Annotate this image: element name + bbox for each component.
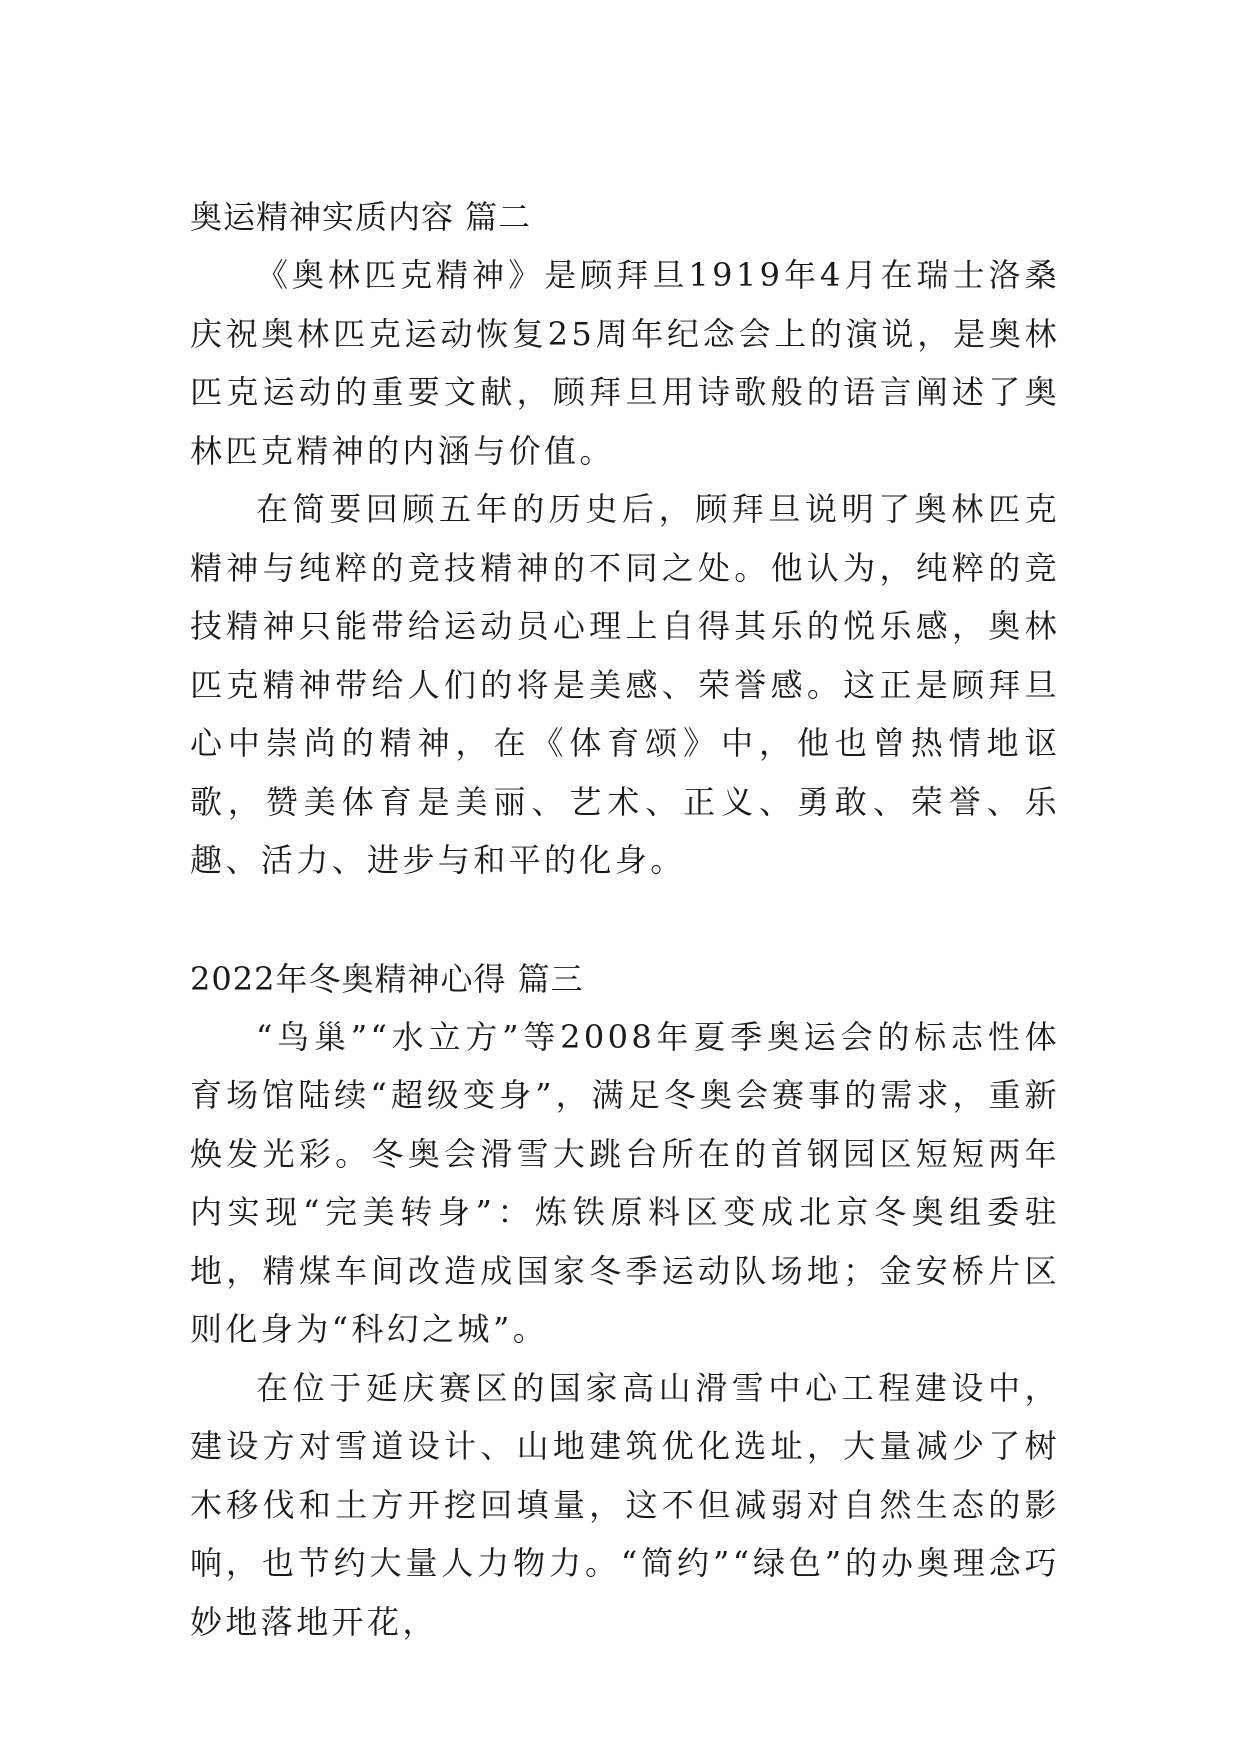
paragraph: 在简要回顾五年的历史后，顾拜旦说明了奥林匹克精神与纯粹的竞技精神的不同之处。他认为，纯粹的竞技精神只能带给运动员心理上自得其乐的悦乐感，奥林匹克精神带给人们的将是美感、荣誉感。这正是顾拜旦心中崇尚的精神，在《体育颂》中，他也曾热情地讴歌，赞美体育是美丽、艺术、正义、勇敢、荣誉、乐趣、活力、进步与和平的化身。	[190, 490, 1060, 879]
paragraph: “鸟巢”“水立方”等2008年夏季奥运会的标志性体育场馆陆续“超级变身”，满足冬奥会赛事的需求，重新焕发光彩。冬奥会滑雪大跳台所在的首钢园区短短两年内实现“完美转身”：炼铁原料区变成北京冬奥组委驻地，精煤车间改造成国家冬季运动队场地；金安桥片区则化身为“科幻之城”。	[190, 1017, 1060, 1348]
section-spacer	[190, 890, 1060, 950]
document-body	[190, 188, 1060, 1651]
paragraph: 在位于延庆赛区的国家高山滑雪中心工程建设中，建设方对雪道设计、山地建筑优化选址，大量减少了树木移伐和土方开挖回填量，这不但减弱对自然生态的影响，也节约大量人力物力。“简约”“绿色”的办奥理念巧妙地落地开花，	[190, 1368, 1060, 1641]
section-title-part3: 2022年冬奥精神心得 篇三	[190, 959, 584, 998]
section-title-part2: 奥运精神实质内容 篇二	[190, 198, 532, 236]
paragraph: 《奥林匹克精神》是顾拜旦1919年4月在瑞士洛桑庆祝奥林匹克运动恢复25周年纪念会上的演说，是奥林匹克运动的重要文献，顾拜旦用诗歌般的语言阐述了奥林匹克精神的内涵与价值。	[190, 256, 1060, 470]
